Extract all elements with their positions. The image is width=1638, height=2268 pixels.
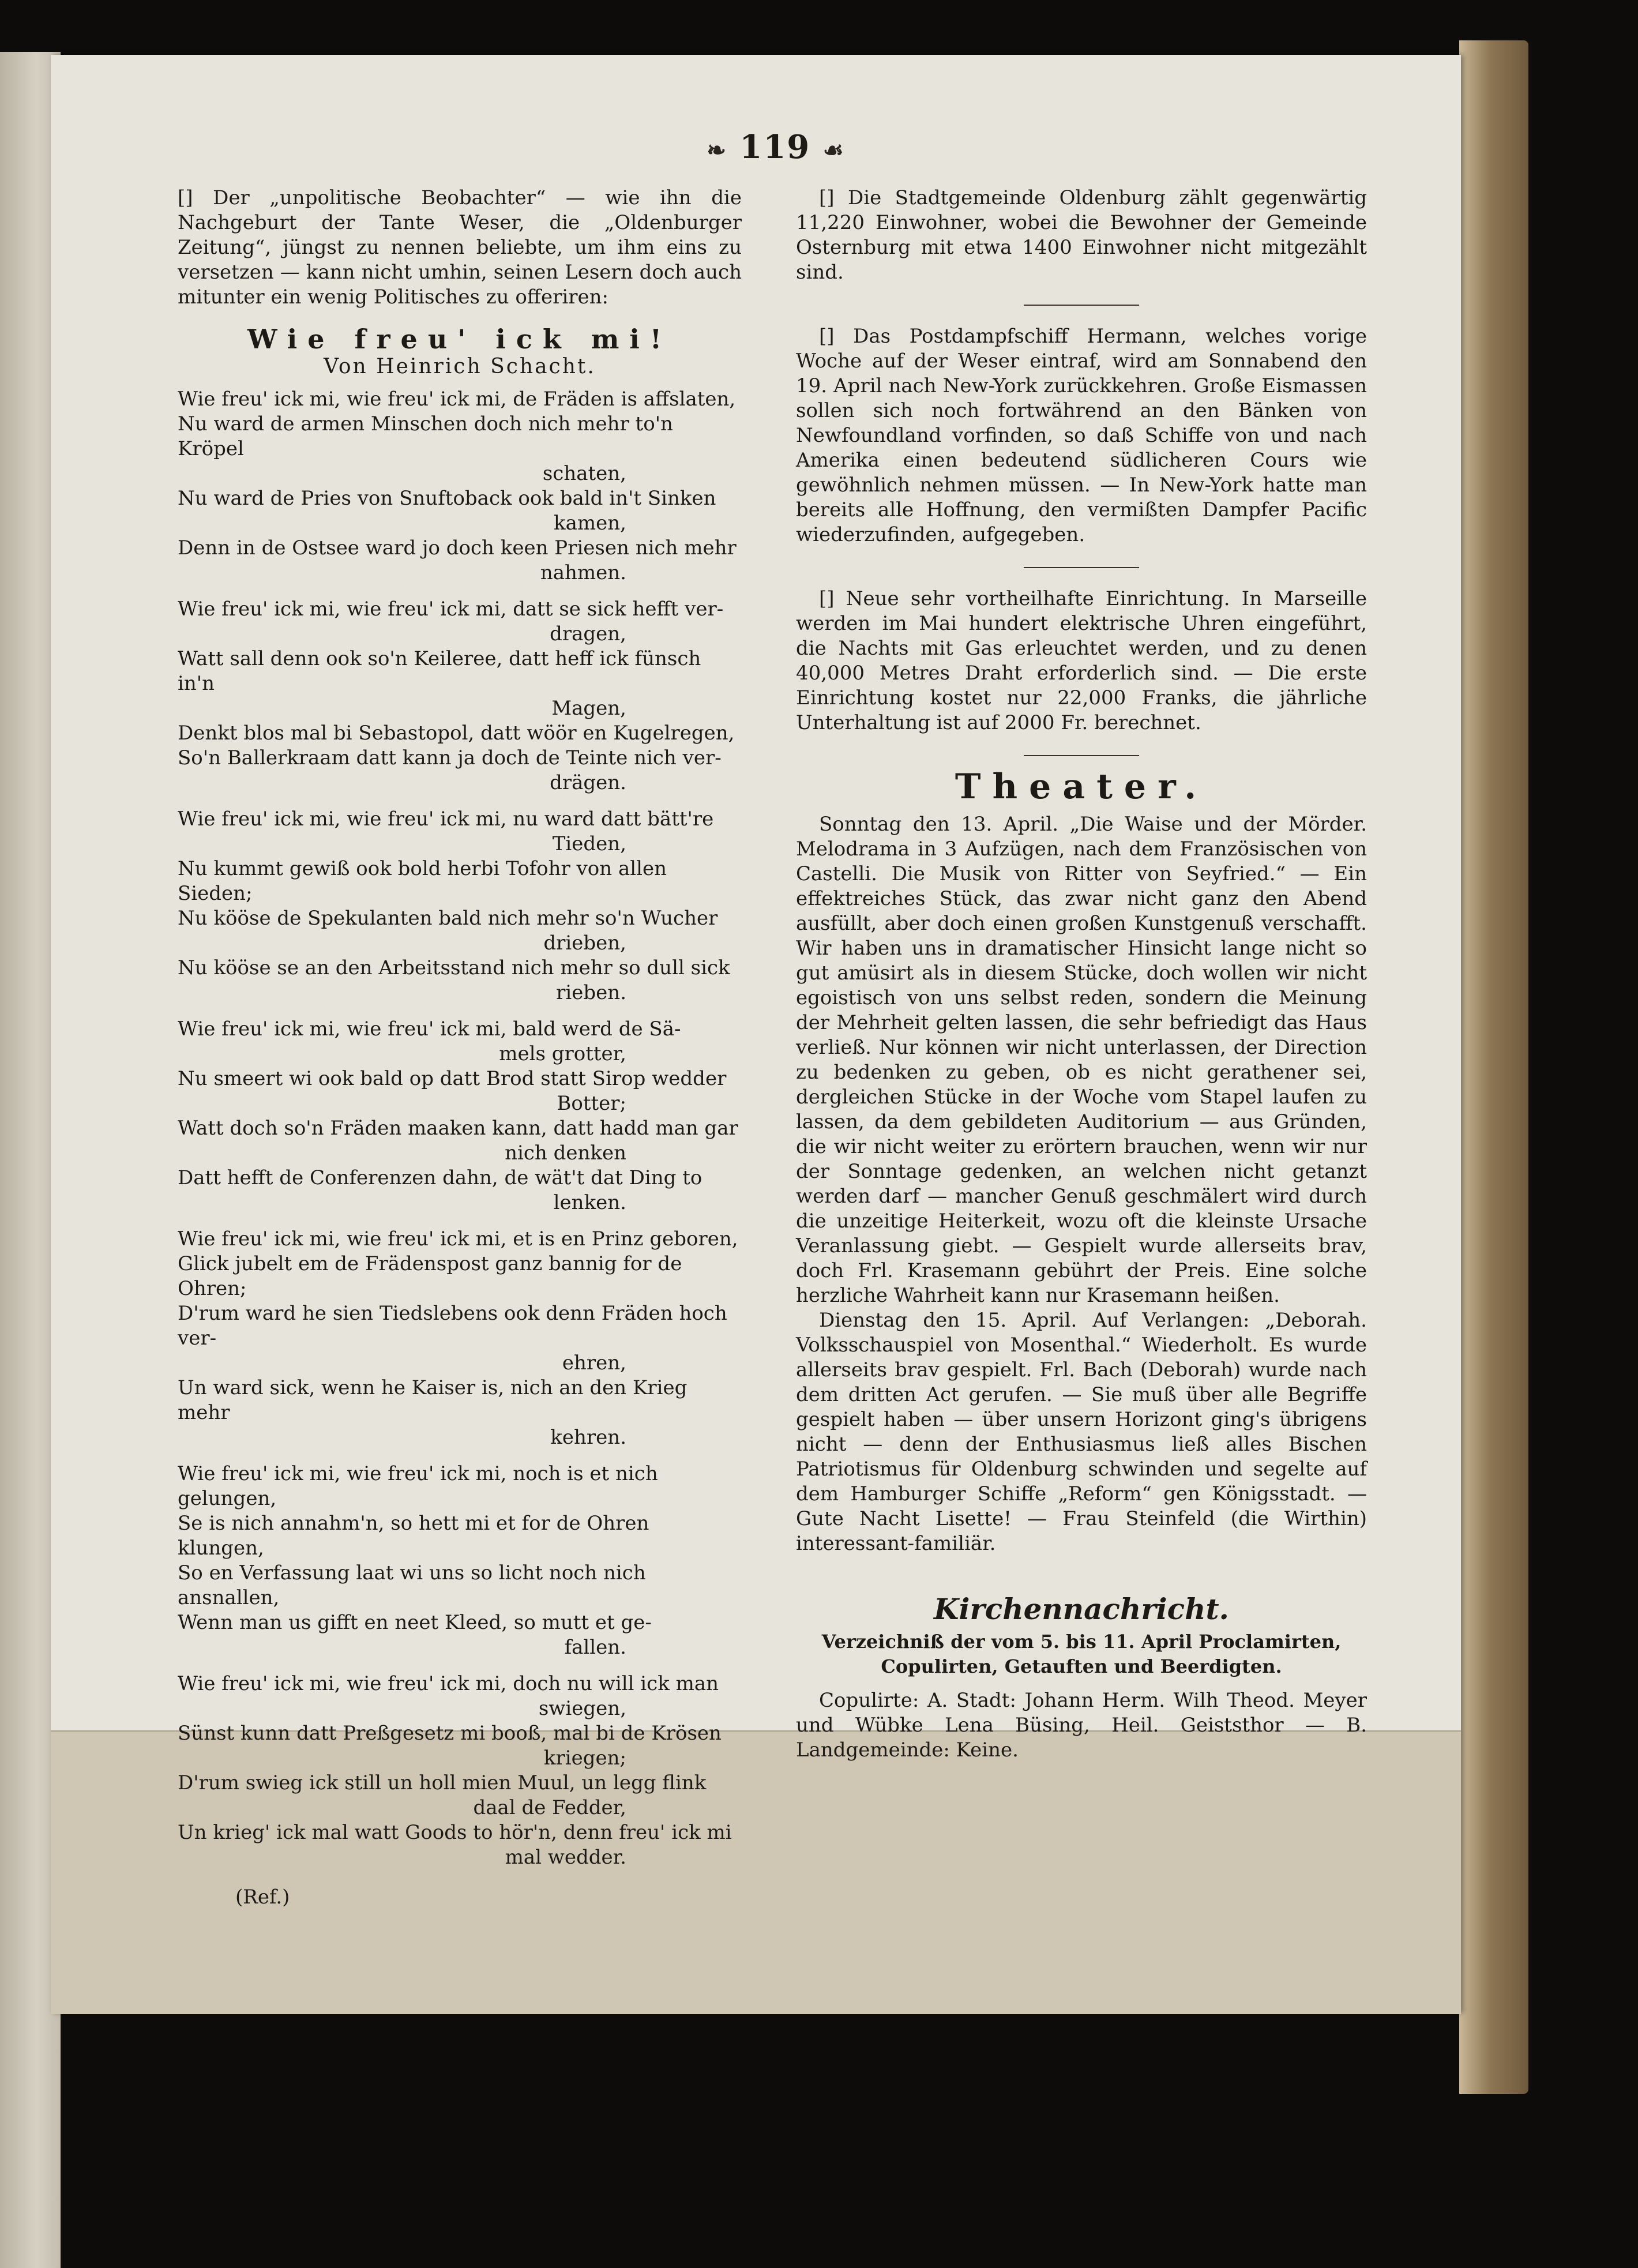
poem-line-wrap: Tieden, — [552, 832, 626, 855]
page-stack-edge — [1459, 40, 1528, 2094]
poem-line-wrap: rieben. — [556, 981, 626, 1004]
poem-line: Wie freu' ick mi, wie freu' ick mi, nu ward datt bätt're — [178, 808, 714, 831]
theater-review-tuesday: Dienstag den 15. April. Auf Verlangen: „Deborah. Volksschauspiel von Mosenthal.“ Wiederholt. Es wurde allerseits brav gespielt. Frl. Bach (Deborah) wurde nach dem dritten Act gerufen. — Sie muß über alle Begriffe gespielt haben — über unsern Horizont ging's übrigens nicht — denn der Enthusiasmus ließ alles Bischen Patriotismus für Oldenburg schwinden und segelte auf dem Hamburger Schiffe „Reform“ gen Königsstadt. — Gute Nacht Lisette! — Frau Steinfeld (die Wirthin) interessant-familiär. — [796, 1309, 1367, 1555]
poem-line-wrap: kehren. — [550, 1426, 626, 1449]
poem-line-wrap: daal de Fedder, — [473, 1796, 626, 1819]
poem-line: Nu ward de armen Minschen doch nich mehr to'n Kröpel — [178, 412, 673, 460]
signature: (Ref.) — [235, 1886, 290, 1909]
intro-paragraph: [] Der „unpolitische Beobachter“ — wie ihn die Nachgeburt der Tante Weser, die „Oldenburger Zeitung“, jüngst zu nennen beliebte, um ihm eins zu versetzen — kann nicht umhin, seinen Lesern doch auch mitunter ein wenig Politisches zu offeriren: — [178, 186, 742, 309]
ornament-left-icon: ❧ — [707, 137, 727, 164]
poem-line: Wie freu' ick mi, wie freu' ick mi, doch nu will ick man — [178, 1672, 719, 1695]
poem-line-wrap: swiegen, — [538, 1697, 626, 1720]
poem-line: D'rum ward he sien Tiedslebens ook denn Fräden hoch ver- — [178, 1302, 727, 1350]
poem-line: Wie freu' ick mi, wie freu' ick mi, datt se sick hefft ver- — [178, 598, 724, 621]
poem-line: Nu kööse de Spekulanten bald nich mehr so'n Wucher — [178, 907, 718, 930]
theater-title: Theater. — [955, 767, 1208, 807]
poem-line: Denn in de Ostsee ward jo doch keen Priesen nich mehr — [178, 536, 737, 560]
poem-line: Watt doch so'n Fräden maaken kann, datt hadd man gar — [178, 1117, 738, 1140]
poem-line-wrap: Magen, — [551, 697, 626, 720]
poem-author: Von Heinrich Schacht. — [324, 355, 596, 378]
page-number — [681, 128, 871, 166]
church-title: Kirchennachricht. — [934, 1592, 1229, 1626]
theater-review-sunday: Sonntag den 13. April. „Die Waise und der Mörder. Melodrama in 3 Aufzügen, nach dem Französischen von Castelli. Die Musik von Ritter von Seyfried.“ — Ein effektreiches Stück, das zwar nicht ganz den Abend ausfüllt, aber doch einen großen Kunstgenuß verschafft. Wir haben uns in dramatischer Hinsicht lange nicht so gut amüsirt als in diesem Stücke, doch wollen wir nicht egoistisch von uns selbst reden, sondern die Meinung der Mehrheit gelten lassen, die sehr befriedigt das Haus verließ. Nur können wir nicht unterlassen, der Direction zu bedenken zu geben, ob es nicht gerathener sei, dergleichen Stücke in der Woche vom Stapel laufen zu lassen, da dem gebildeten Auditorium — aus Gründen, die wir nicht weiter zu erörtern brauchen, wenn wir nur der Sonntage gedenken, an welchen nicht getanzt werden darf — mancher Genuß geschmälert wird durch die unzeitige Heiterkeit, wozu oft die kleinste Ursache Veranlassung giebt. — Gespielt wurde allerseits brav, doch Frl. Krasemann gebührt der Preis. Eine solche herzliche Wahrheit kann nur Krasemann heißen. — [796, 813, 1367, 1307]
poem-line: Nu kummt gewiß ook bold herbi Tofohr von allen Sieden; — [178, 857, 667, 905]
poem-stanza — [178, 807, 742, 1005]
poem-line: Wenn man us gifft en neet Kleed, so mutt et ge- — [178, 1611, 652, 1634]
poem-line-wrap: mels grotter, — [499, 1042, 626, 1065]
poem-line-wrap: dragen, — [550, 622, 626, 645]
poem-line: Un ward sick, wenn he Kaiser is, nich an den Krieg mehr — [178, 1376, 687, 1424]
poem-line: Wie freu' ick mi, wie freu' ick mi, bald werd de Sä- — [178, 1017, 681, 1041]
divider — [1024, 305, 1139, 306]
poem-line: Un krieg' ick mal watt Goods to hör'n, denn freu' ick mi — [178, 1821, 732, 1844]
poem-stanza — [178, 597, 742, 795]
poem-line: Sünst kunn datt Preßgesetz mi booß, mal bi de Krösen — [178, 1722, 722, 1745]
poem-line-wrap: drieben, — [543, 932, 626, 955]
poem-line-wrap: schaten, — [542, 462, 626, 485]
poem-line-wrap: ehren, — [562, 1351, 626, 1375]
poem-line: So en Verfassung laat wi uns so licht noch nich ansnallen, — [178, 1561, 646, 1609]
poem-line-wrap: drägen. — [550, 771, 626, 794]
poem-title: Wie freu' ick mi! — [247, 324, 673, 355]
poem-line: Glick jubelt em de Frädenspost ganz bannig for de Ohren; — [178, 1252, 682, 1300]
divider — [1024, 567, 1139, 568]
poem-line-wrap: nahmen. — [540, 561, 626, 584]
poem-line-wrap: kriegen; — [543, 1747, 626, 1770]
news-population: [] Die Stadtgemeinde Oldenburg zählt gegenwärtig 11,220 Einwohner, wobei die Bewohner der Gemeinde Osternburg mit etwa 1400 Einwohner nicht mitgezählt sind. — [796, 186, 1367, 284]
poem-line: Nu smeert wi ook bald op datt Brod statt Sirop wedder — [178, 1067, 727, 1090]
poem-line: Nu kööse se an den Arbeitsstand nich mehr so dull sick — [178, 956, 730, 979]
poem-line: Se is nich annahm'n, so hett mi et for de Ohren klungen, — [178, 1512, 649, 1560]
poem-line: Wie freu' ick mi, wie freu' ick mi, noch is et nich gelungen, — [178, 1462, 658, 1510]
poem-line: Nu ward de Pries von Snuftoback ook bald in't Sinken — [178, 487, 716, 510]
poem-stanza — [178, 1227, 742, 1450]
poem-stanza — [178, 1462, 742, 1660]
right-column — [796, 186, 1367, 1763]
divider — [1024, 755, 1139, 756]
church-subtitle: Verzeichniß der vom 5. bis 11. April Proclamirten, Copulirten, Getauften und Beerdigten. — [821, 1631, 1342, 1677]
news-steamship: [] Das Postdampfschiff Hermann, welches vorige Woche auf der Weser eintraf, wird am Sonnabend den 19. April nach New-York zurückkehren. Große Eismassen sollen sich noch fortwährend an den Bänken von Newfoundland vorfinden, so daß Schiffe von und nach Amerika einen bedeutend südlicheren Cours wie gewöhnlich nehmen müssen. — In New-York hatte man bereits alle Hoffnung, den vermißten Dampfer Pacific wiederzufinden, aufgegeben. — [796, 325, 1367, 546]
poem-line: D'rum swieg ick still un holl mien Muul, un legg flink — [178, 1771, 707, 1794]
poem — [178, 387, 742, 1870]
ornament-right-icon: ☙ — [822, 137, 845, 164]
poem-line: Wie freu' ick mi, wie freu' ick mi, et is en Prinz geboren, — [178, 1227, 738, 1251]
poem-line-wrap: nich denken — [505, 1141, 626, 1165]
poem-line-wrap: Botter; — [557, 1092, 626, 1115]
poem-stanza — [178, 1672, 742, 1870]
church-text: Copulirte: A. Stadt: Johann Herm. Wilh Theod. Meyer und Wübke Lena Büsing, Heil. Geiststhor — B. Landgemeinde: Keine. — [796, 1689, 1367, 1762]
poem-line: Datt hefft de Conferenzen dahn, de wät't dat Ding to — [178, 1166, 702, 1189]
poem-stanza — [178, 387, 742, 585]
poem-line: Watt sall denn ook so'n Keileree, datt heff ick fünsch in'n — [178, 647, 701, 695]
poem-line: Wie freu' ick mi, wie freu' ick mi, de Fräden is affslaten, — [178, 388, 736, 411]
poem-line-wrap: mal wedder. — [505, 1846, 626, 1869]
news-clocks: [] Neue sehr vortheilhafte Einrichtung. In Marseille werden im Mai hundert elektrische Uhren eingeführt, die Nachts mit Gas erleuchtet werden, und zu denen 40,000 Metres Draht erforderlich sind. — Die erste Einrichtung kostet nur 22,000 Franks, die jährliche Unterhaltung ist auf 2000 Fr. berechnet. — [796, 587, 1367, 734]
page-number-text: 119 — [739, 128, 811, 166]
poem-line-wrap: lenken. — [553, 1191, 626, 1214]
poem-line-wrap: fallen. — [564, 1636, 626, 1659]
poem-line-wrap: kamen, — [554, 512, 626, 535]
poem-line: Denkt blos mal bi Sebastopol, datt wöör en Kugelregen, — [178, 722, 735, 745]
left-column — [178, 186, 742, 1910]
poem-stanza — [178, 1017, 742, 1215]
poem-line: So'n Ballerkraam datt kann ja doch de Teinte nich ver- — [178, 746, 722, 769]
